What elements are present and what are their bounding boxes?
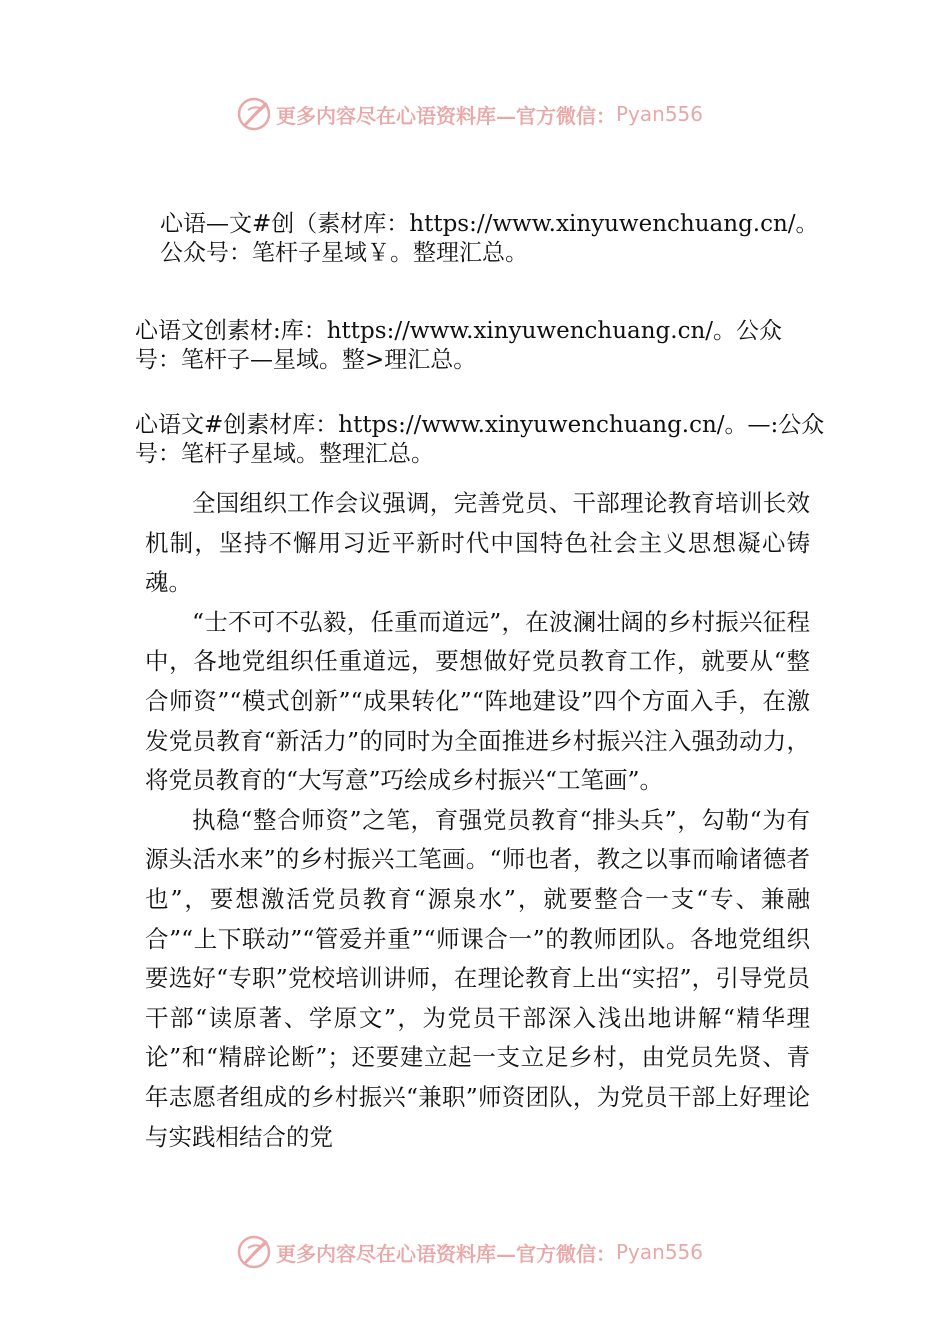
banner-text: 更多内容尽在心语资料库—官方微信：	[276, 1241, 616, 1266]
watermark-note-1: 心语—文#创（素材库：https://www.xinyuwenchuang.cn/。公众号：笔杆子星域￥。整理汇总。	[160, 211, 819, 266]
header-banner	[236, 94, 756, 134]
article-body	[145, 484, 810, 1157]
pen-logo-icon	[236, 96, 272, 132]
banner-text: 更多内容尽在心语资料库—官方微信：	[276, 103, 616, 128]
pen-logo-icon	[236, 1234, 272, 1270]
wechat-id: Pyan556	[616, 1240, 704, 1264]
wechat-id: Pyan556	[616, 102, 704, 126]
watermark-note-3: 心语文#创素材库：https://www.xinyuwenchuang.cn/。—:公众号：笔杆子星域。整理汇总。	[135, 412, 825, 467]
paragraph-2: “士不可不弘毅，任重而道远”，在波澜壮阔的乡村振兴征程中，各地党组织任重道远，要想做好党员教育工作，就要从“整合师资”“模式创新”“成果转化”“阵地建设”四个方面入手，在激发党员教育“新活力”的同时为全面推进乡村振兴注入强劲动力，将党员教育的“大写意”巧绘成乡村振兴“工笔画”。	[145, 607, 810, 795]
paragraph-1: 全国组织工作会议强调，完善党员、干部理论教育培训长效机制，坚持不懈用习近平新时代中国特色社会主义思想凝心铸魂。	[145, 489, 810, 597]
paragraph-3: 执稳“整合师资”之笔，育强党员教育“排头兵”，勾勒“为有源头活水来”的乡村振兴工笔画。“师也者，教之以事而喻诸德者也”，要想激活党员教育“源泉水”，就要整合一支“专、兼融合”“上下联动”“管爱并重”“师课合一”的教师团队。各地党组织要选好“专职”党校培训讲师，在理论教育上出“实招”，引导党员干部“读原著、学原文”，为党员干部深入浅出地讲解“精华理论”和“精辟论断”；还要建立起一支立足乡村，由党员先贤、青年志愿者组成的乡村振兴“兼职”师资团队，为党员干部上好理论与实践相结合的党	[145, 805, 810, 1151]
watermark-note-2: 心语文创素材:库：https://www.xinyuwenchuang.cn/。公众号：笔杆子—星域。整>理汇总。	[135, 318, 783, 373]
footer-banner	[236, 1232, 756, 1272]
